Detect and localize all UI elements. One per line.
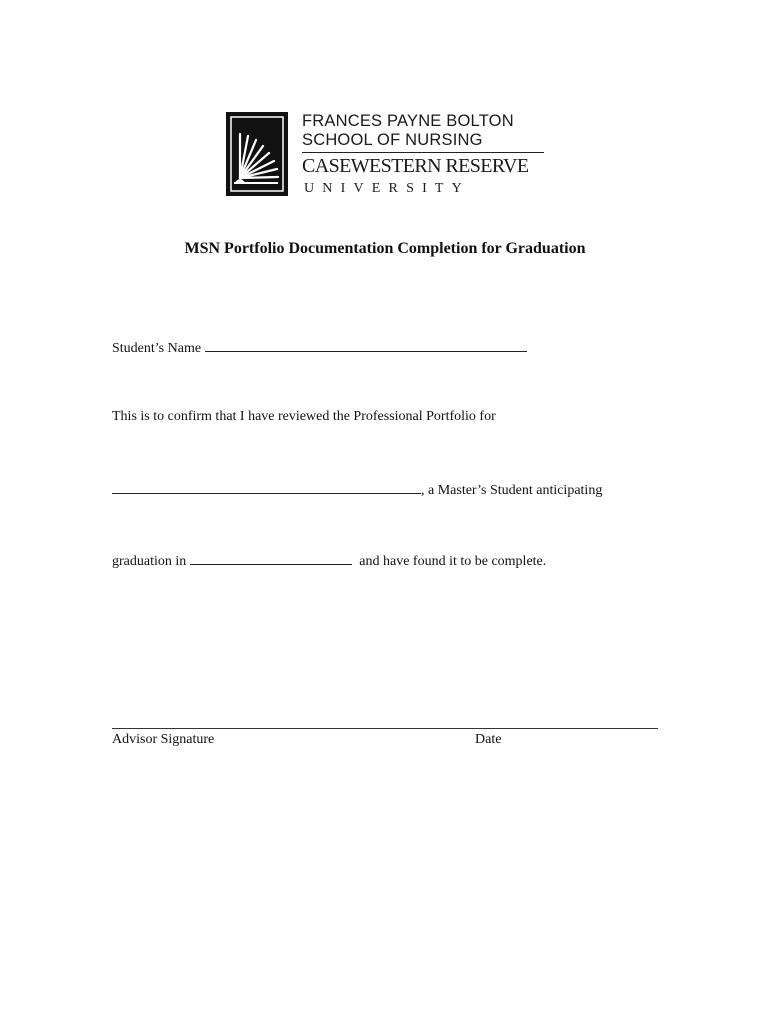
logo-university-word: UNIVERSITY [304,181,470,196]
university-logo [226,112,548,198]
student-name-row [112,339,527,356]
advisor-signature-label: Advisor Signature [112,732,215,747]
sunburst-logo-icon [226,112,288,196]
signature-line[interactable] [112,728,658,729]
graduation-row [112,552,546,569]
confirm-statement: This is to confirm that I have reviewed the Professional Portfolio for [112,409,496,424]
date-label: Date [475,732,502,747]
logo-school-line1: FRANCES PAYNE BOLTON [302,112,514,130]
graduation-label: graduation in [112,554,187,569]
graduation-term-field[interactable] [190,552,352,565]
complete-statement: and have found it to be complete. [359,554,547,569]
logo-divider [302,152,544,153]
student-name-field[interactable] [205,339,527,352]
logo-school-line2: SCHOOL OF NURSING [302,131,483,149]
student-name-label: Student’s Name [112,341,202,356]
portfolio-student-field[interactable] [112,481,421,494]
masters-student-text: , a Master’s Student anticipating [421,483,603,498]
logo-university-name: CASEWESTERN RESERVE [302,155,529,177]
document-title: MSN Portfolio Documentation Completion for Graduation [184,240,586,257]
masters-row [112,481,602,498]
